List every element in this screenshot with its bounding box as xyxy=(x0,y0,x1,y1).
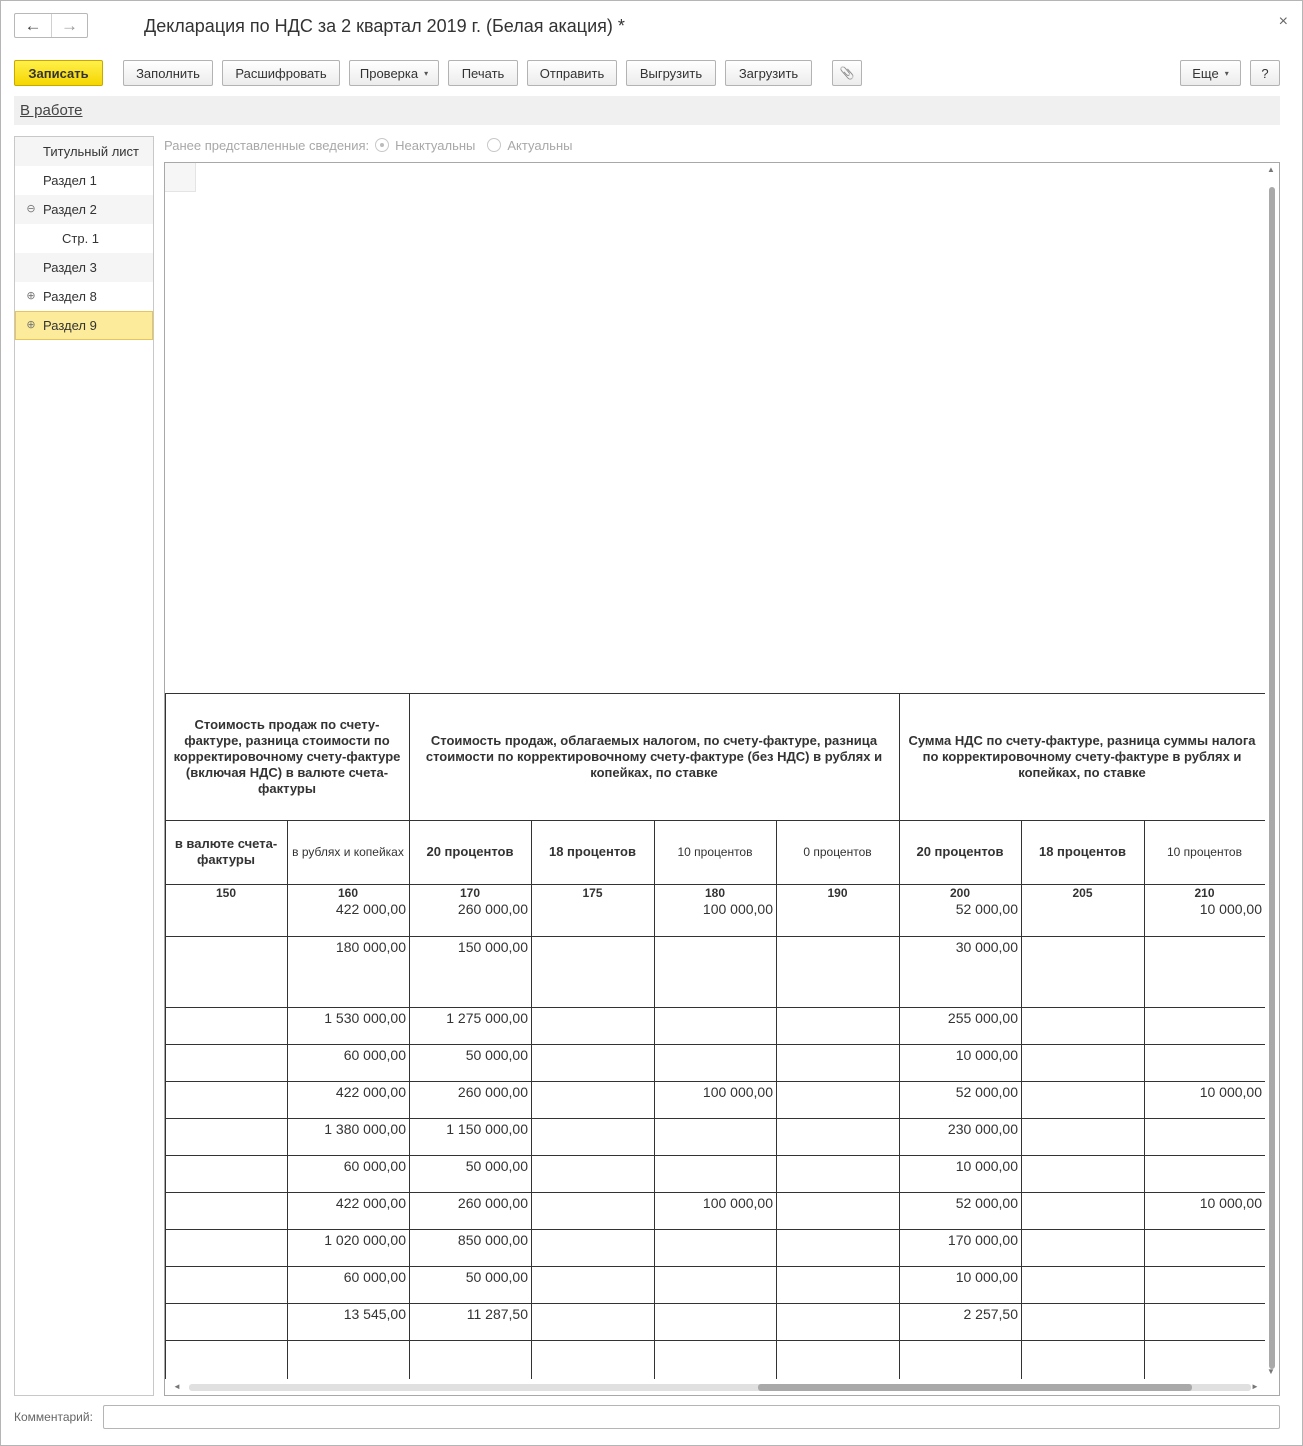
table-cell-value: 170 000,00 xyxy=(947,1232,1018,1248)
paperclip-icon: 📎 xyxy=(839,66,855,80)
vertical-scroll-thumb[interactable] xyxy=(1269,187,1275,1369)
tree-item-label: Раздел 8 xyxy=(43,289,97,304)
check-button-label: Проверка xyxy=(359,65,419,81)
send-button[interactable] xyxy=(527,60,617,86)
grid-line xyxy=(1021,820,1022,1396)
grid-line xyxy=(165,1340,1265,1341)
tree-item-label: Стр. 1 xyxy=(62,231,100,246)
tree-item-section-9[interactable] xyxy=(15,311,153,340)
column-number: 175 xyxy=(582,886,603,900)
tree-item-label: Раздел 2 xyxy=(43,202,97,217)
print-button-label: Печать xyxy=(461,65,505,81)
section-9-table xyxy=(165,693,1265,1375)
column-header: 10 процентов xyxy=(1167,845,1242,859)
column-header: 0 процентов xyxy=(803,845,872,859)
help-button[interactable] xyxy=(1250,60,1280,86)
attach-button[interactable] xyxy=(832,60,862,86)
table-cell-value: 422 000,00 xyxy=(335,1195,406,1211)
column-header: 20 процентов xyxy=(426,844,514,859)
table-cell-value: 10 000,00 xyxy=(955,1158,1018,1174)
scroll-down-icon[interactable]: ▼ xyxy=(1267,1367,1275,1376)
table-cell-value: 50 000,00 xyxy=(465,1269,528,1285)
caret-down-icon: ▾ xyxy=(1224,68,1229,78)
table-cell-value: 260 000,00 xyxy=(457,1084,528,1100)
more-dropdown-button[interactable] xyxy=(1180,60,1241,86)
column-header: в валюте счета-фактуры xyxy=(174,836,278,867)
back-button[interactable] xyxy=(15,14,51,37)
grid-line xyxy=(165,1081,1265,1082)
table-cell-value: 52 000,00 xyxy=(955,1084,1018,1100)
grid-line xyxy=(165,1007,1265,1008)
comment-label: Комментарий: xyxy=(14,1410,93,1424)
table-cell-value: 422 000,00 xyxy=(335,901,406,917)
tree-item-label: Титульный лист xyxy=(43,144,140,159)
column-header: 10 процентов xyxy=(677,845,753,859)
table-cell-value: 50 000,00 xyxy=(465,1158,528,1174)
scroll-up-icon[interactable]: ▲ xyxy=(1267,165,1275,174)
table-cell-value: 150 000,00 xyxy=(457,939,528,955)
column-number: 210 xyxy=(1194,886,1215,900)
previous-info-row xyxy=(164,137,572,153)
previous-info-label: Ранее представленные сведения: xyxy=(164,137,370,153)
grid-line xyxy=(776,820,777,1396)
tree-item-label: Раздел 3 xyxy=(43,260,97,275)
expand-icon[interactable]: ⊕ xyxy=(26,290,36,302)
grid-line xyxy=(165,1192,1265,1193)
forward-button[interactable] xyxy=(51,14,87,37)
import-button[interactable] xyxy=(725,60,812,86)
arrow-right-icon: → xyxy=(61,15,78,35)
arrow-left-icon: ← xyxy=(24,15,42,35)
grid-line xyxy=(165,1155,1265,1156)
grid-line xyxy=(531,820,532,1396)
table-cell-value: 1 275 000,00 xyxy=(446,1010,528,1026)
column-number: 160 xyxy=(337,886,359,900)
spreadsheet-document[interactable] xyxy=(164,162,1280,1396)
table-cell-value: 10 000,00 xyxy=(955,1047,1018,1063)
table-cell-value: 850 000,00 xyxy=(457,1232,528,1248)
tree-item-title-page[interactable] xyxy=(15,137,153,166)
tree-item-section-2-page-1[interactable] xyxy=(15,224,153,253)
grid-line xyxy=(165,1044,1265,1045)
send-button-label: Отправить xyxy=(539,65,605,81)
column-number: 150 xyxy=(215,886,237,900)
column-header: в рублях и копейках xyxy=(292,845,404,859)
grid-line xyxy=(165,693,166,1396)
grid-line xyxy=(409,693,410,1396)
tree-item-section-8[interactable] xyxy=(15,282,153,311)
table-cell-value: 230 000,00 xyxy=(947,1121,1018,1137)
table-cell-value: 60 000,00 xyxy=(343,1047,406,1063)
table-cell-value: 10 000,00 xyxy=(1199,901,1262,917)
save-button[interactable] xyxy=(14,60,103,86)
radio-irrelevant-label: Неактуальны xyxy=(395,137,476,153)
section-tree xyxy=(14,136,154,1396)
collapse-icon[interactable]: ⊖ xyxy=(26,203,36,215)
table-cell-value: 422 000,00 xyxy=(335,1084,406,1100)
table-cell-value: 100 000,00 xyxy=(702,1084,773,1100)
table-cell-value: 100 000,00 xyxy=(702,1195,773,1211)
tree-item-section-1[interactable] xyxy=(15,166,153,195)
radio-irrelevant[interactable] xyxy=(375,138,389,152)
table-cell-value: 52 000,00 xyxy=(955,1195,1018,1211)
import-button-label: Загрузить xyxy=(738,65,799,81)
column-header: 18 процентов xyxy=(548,844,636,859)
column-number: 180 xyxy=(704,886,726,900)
column-number: 170 xyxy=(459,886,481,900)
help-icon: ? xyxy=(1261,65,1269,81)
table-cell-value: 10 000,00 xyxy=(1199,1195,1262,1211)
radio-relevant[interactable] xyxy=(487,138,501,152)
check-dropdown-button[interactable] xyxy=(349,60,439,86)
grid-line xyxy=(899,693,900,1396)
window-title: Декларация по НДС за 2 квартал 2019 г. (Белая акация) * xyxy=(144,16,625,36)
scroll-left-icon[interactable]: ◄ xyxy=(173,1382,181,1391)
vertical-scrollbar[interactable] xyxy=(1265,163,1279,1381)
grid-line xyxy=(165,936,1265,937)
table-cell-value: 260 000,00 xyxy=(457,1195,528,1211)
table-cell-value: 180 000,00 xyxy=(335,939,406,955)
horizontal-scrollbar[interactable] xyxy=(165,1379,1265,1395)
column-number: 190 xyxy=(827,886,848,900)
table-cell-value: 60 000,00 xyxy=(343,1158,406,1174)
decode-button[interactable] xyxy=(222,60,340,86)
save-button-label: Записать xyxy=(28,65,89,81)
table-cell-value: 10 000,00 xyxy=(955,1269,1018,1285)
group-header: Стоимость продаж, облагаемых налогом, по счету-фактуре, разница стоимости по корректировочному счету-фактуре (без НДС) в рублях и копейках, по ставке xyxy=(425,732,883,780)
table-cell-value: 1 530 000,00 xyxy=(324,1010,406,1026)
table-cell-value: 255 000,00 xyxy=(947,1010,1018,1026)
column-header: 20 процентов xyxy=(916,844,1004,859)
radio-relevant-label: Актуальны xyxy=(507,137,573,153)
grid-line xyxy=(165,1266,1265,1267)
grid-line xyxy=(165,1303,1265,1304)
table-cell-value: 2 257,50 xyxy=(963,1306,1018,1322)
export-button-label: Выгрузить xyxy=(639,65,703,81)
column-header: 18 процентов xyxy=(1038,844,1126,859)
table-cell-value: 260 000,00 xyxy=(457,901,528,917)
group-header: Сумма НДС по счету-фактуре, разница суммы налога по корректировочному счету-фактуре в рублях и копейках, по ставке xyxy=(908,732,1256,780)
more-button-label: Еще xyxy=(1192,65,1219,81)
table-cell-value: 1 380 000,00 xyxy=(324,1121,406,1137)
sheet-corner-cell xyxy=(165,163,196,192)
fill-button-label: Заполнить xyxy=(136,65,200,81)
scroll-right-icon[interactable]: ► xyxy=(1251,1382,1259,1391)
table-cell-value: 100 000,00 xyxy=(702,901,773,917)
fill-button[interactable] xyxy=(123,60,213,86)
table-cell-value: 13 545,00 xyxy=(343,1306,406,1322)
print-button[interactable] xyxy=(448,60,518,86)
tree-item-label: Раздел 1 xyxy=(43,173,97,188)
table-cell-value: 30 000,00 xyxy=(955,939,1018,955)
export-button[interactable] xyxy=(626,60,716,86)
tree-item-label: Раздел 9 xyxy=(43,318,97,333)
table-cell-value: 10 000,00 xyxy=(1199,1084,1262,1100)
tree-item-section-2[interactable] xyxy=(15,195,153,224)
navigation-group xyxy=(14,13,88,38)
grid-line xyxy=(165,1118,1265,1119)
table-cell-value: 11 287,50 xyxy=(466,1306,528,1322)
table-cell-value: 52 000,00 xyxy=(955,901,1018,917)
column-number: 200 xyxy=(949,886,971,900)
table-cell-value: 1 020 000,00 xyxy=(324,1232,406,1248)
tree-item-section-3[interactable] xyxy=(15,253,153,282)
close-icon[interactable]: × xyxy=(1278,13,1288,30)
horizontal-scroll-thumb[interactable] xyxy=(758,1384,1192,1391)
decode-button-label: Расшифровать xyxy=(235,65,327,81)
group-header: Стоимость продаж по счету-фактуре, разница стоимости по корректировочному счету-фактуре (включая НДС) в валюте счета-фактуры xyxy=(173,716,401,796)
table-cell-value: 50 000,00 xyxy=(465,1047,528,1063)
status-link[interactable]: В работе xyxy=(20,102,83,119)
grid-line xyxy=(165,1229,1265,1230)
grid-line xyxy=(165,884,1265,885)
caret-down-icon: ▾ xyxy=(424,68,429,78)
status-bar xyxy=(14,96,1280,125)
table-cell-value: 1 150 000,00 xyxy=(446,1121,528,1137)
comment-input[interactable] xyxy=(103,1405,1280,1429)
expand-icon[interactable]: ⊕ xyxy=(26,319,36,331)
column-number: 205 xyxy=(1072,886,1093,900)
table-cell-value: 60 000,00 xyxy=(343,1269,406,1285)
